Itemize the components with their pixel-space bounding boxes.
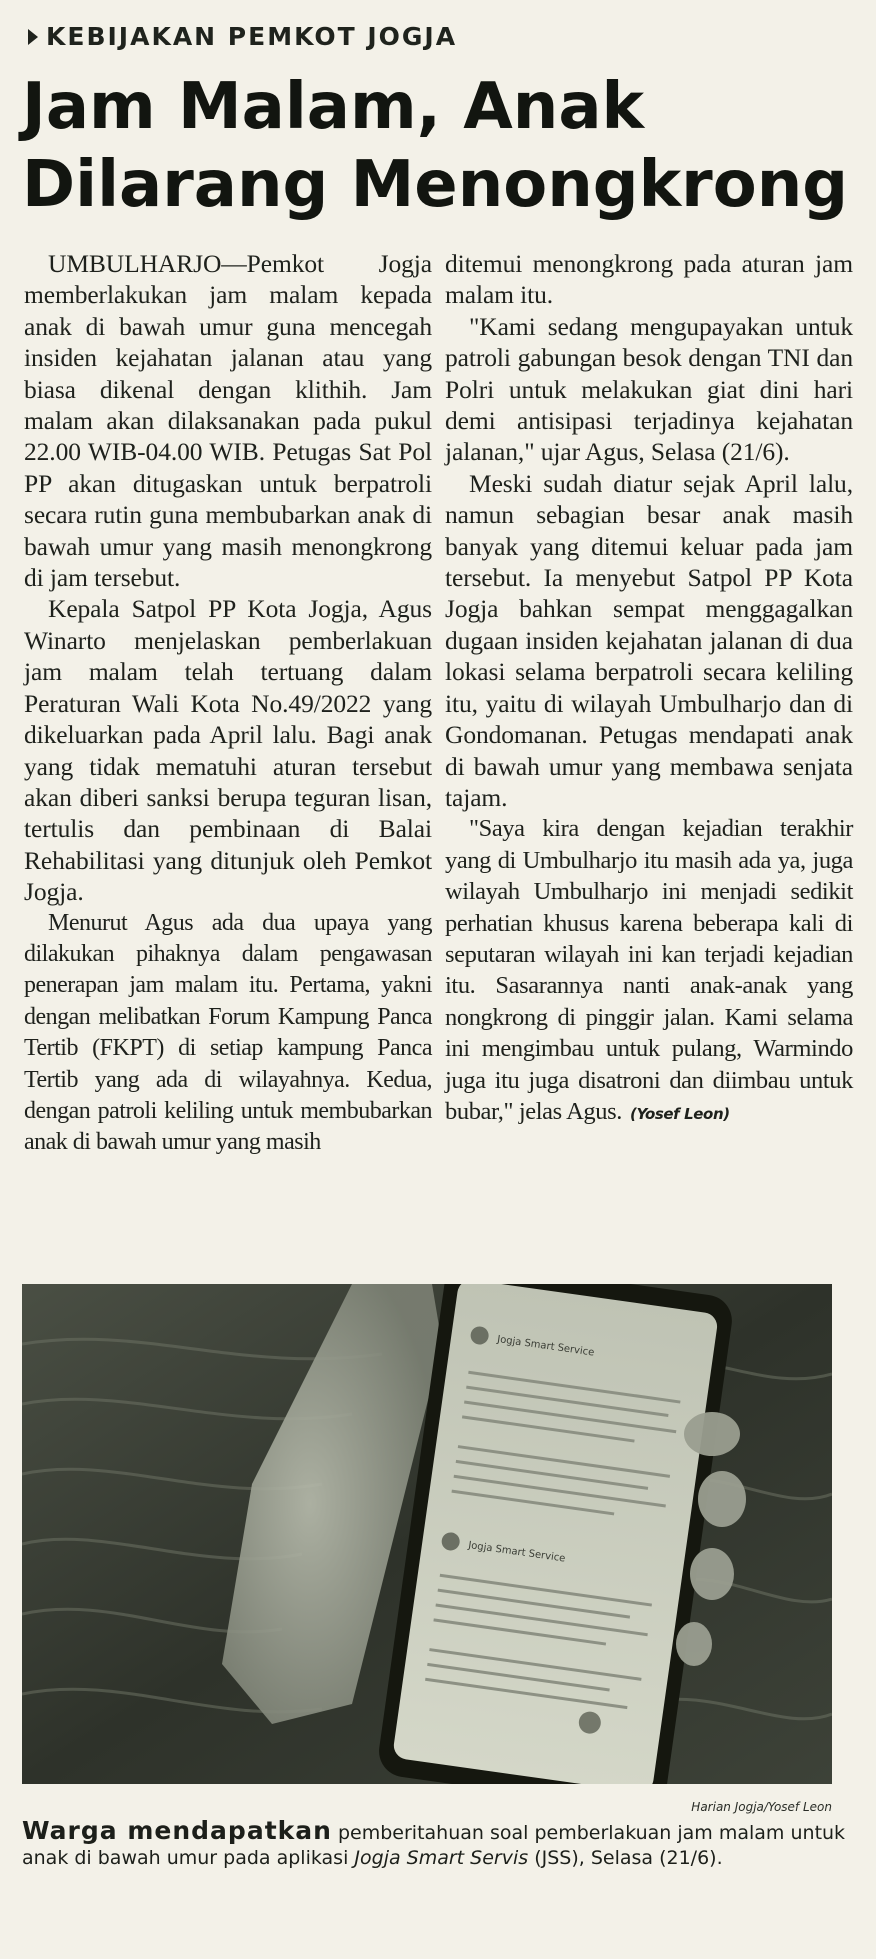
phone-app-title-2: Jogja Smart Service (467, 1540, 567, 1565)
headline-line-2: Dilarang Menongkrong (22, 148, 849, 222)
paragraph-1: UMBULHARJO—Pemkot Jogja memberlakukan jam malam kepada anak di bawah umur guna mencegah insiden kejahatan jalanan atau yang biasa dikenal dengan klithih. Jam malam akan dilaksanakan pada pukul 22.00 WIB-04.00 WIB. Petugas Sat Pol PP akan ditugaskan untuk berpatroli secara rutin guna membubarkan anak di bawah umur yang masih menongkrong di jam tersebut. (24, 249, 432, 593)
photo-credit: Harian Jogja/Yosef Leon (691, 1800, 832, 1814)
paragraph-6 (445, 813, 853, 1130)
paragraph-4: "Kami sedang mengupayakan untuk patroli gabungan besok dengan TNI dan Polri untuk melakukan giat dini hari demi antisipasi terjadinya kejahatan jalanan," ujar Agus, Selasa (21/6). (445, 311, 853, 467)
triangle-bullet-icon (28, 29, 38, 45)
byline: (Yosef Leon) (629, 1104, 730, 1123)
paragraph-3a: Menurut Agus ada dua upaya yang dilakukan pihaknya dalam pengawasan penerapan jam malam itu. Pertama, yakni dengan melibatkan Forum Kampung Panca Tertib (FKPT) di setiap kampung Panca Tertib yang ada di wilayahnya. Kedua, dengan patroli keliling untuk membubarkan anak di bawah umur yang masih (24, 909, 432, 1156)
paragraph-3b: ditemui menongkrong pada aturan jam malam itu. (445, 249, 853, 310)
paragraph-6-text: "Saya kira dengan kejadian terakhir yang di Umbulharjo itu masih ada ya, juga wilayah Umbulharjo ini menjadi sedikit perhatian khusus karena beberapa kali di seputaran wilayah ini kan terjadi kejadian itu. Sasarannya nanti anak-anak yang nongkrong di pinggir jalan. Kami selama ini mengimbau untuk pulang, Warmindo juga itu juga disatroni dan diimbau untuk bubar," jelas Agus. (445, 815, 853, 1125)
photo-caption (22, 1818, 852, 1871)
paragraph-2: Kepala Satpol PP Kota Jogja, Agus Winarto menjelaskan pemberlakuan jam malam telah tertuang dalam Peraturan Wali Kota No.49/2022 yang dikeluarkan pada April lalu. Bagi anak yang tidak mematuhi aturan tersebut akan diberi sanksi berupa teguran lisan, tertulis dan pembinaan di Balai Rehabilitasi yang ditunjuk oleh Pemkot Jogja. (24, 594, 432, 907)
article-photo (22, 1284, 832, 1784)
paragraph-5: Meski sudah diatur sejak April lalu, namun sebagian besar anak masih banyak yang ditemui keluar pada jam tersebut. Ia menyebut Satpol PP Kota Jogja bahkan sempat menggagalkan dugaan insiden kejahatan jalanan di dua lokasi selama berpatroli secara keliling itu, yaitu di wilayah Umbulharjo dan di Gondomanan. Petugas mendapati anak di bawah umur yang membawa senjata tajam. (445, 468, 853, 812)
caption-text-a: pemberitahuan soal pemberlakuan jam malam untuk anak di bawah umur pada aplikasi (22, 1822, 846, 1869)
headline (22, 68, 852, 224)
caption-app-name: Jogja Smart Servis (354, 1847, 529, 1869)
article-column-right (445, 248, 853, 1130)
photo-illustration (22, 1284, 832, 1784)
article-column-left (24, 248, 432, 1159)
kicker-text: KEBIJAKAN PEMKOT JOGJA (46, 22, 458, 51)
headline-line-1: Jam Malam, Anak (22, 70, 645, 144)
phone-app-title: Jogja Smart Service (496, 1334, 595, 1359)
section-kicker (28, 22, 457, 51)
caption-lead: Warga mendapatkan (22, 1816, 332, 1845)
caption-text-b: (JSS), Selasa (21/6). (528, 1847, 723, 1869)
